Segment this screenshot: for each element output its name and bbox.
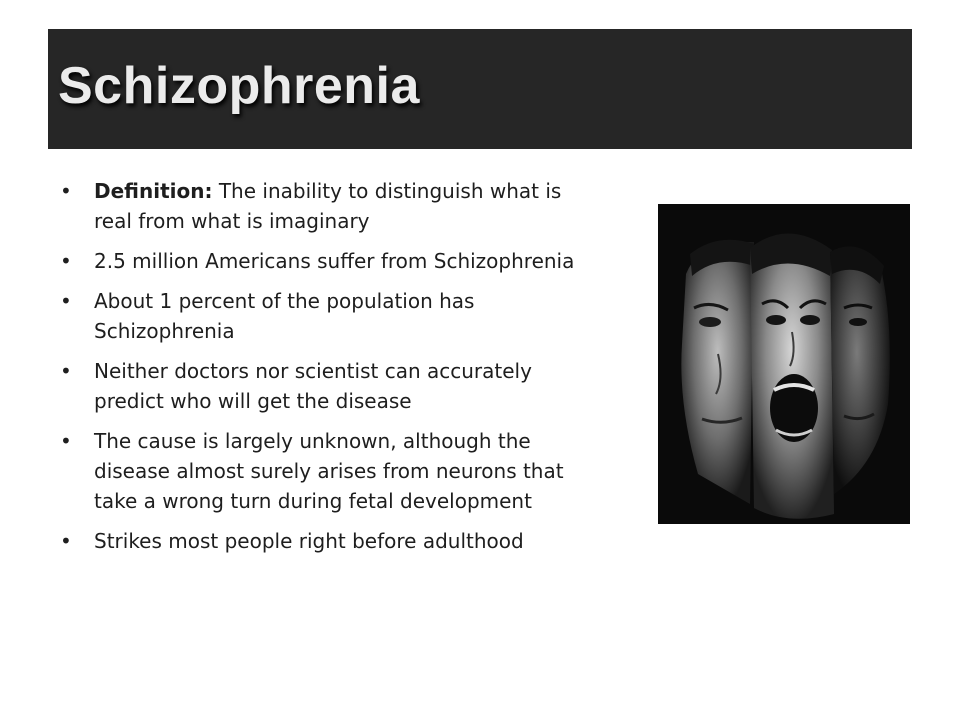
bullet-text: Neither doctors nor scientist can accurately predict who will get the disease <box>94 359 532 413</box>
bullet-text: 2.5 million Americans suffer from Schizophrenia <box>94 249 575 273</box>
bullet-item <box>60 526 580 556</box>
bullet-item <box>60 176 580 236</box>
slide-title: Schizophrenia <box>58 57 420 115</box>
bullet-label: Definition: <box>94 179 213 203</box>
three-faces-illustration <box>658 204 910 524</box>
bullet-list <box>60 176 580 566</box>
bullet-text: The inability to distinguish what is real from what is imaginary <box>94 179 562 233</box>
bullet-text: The cause is largely unknown, although the disease almost surely arises from neurons that take a wrong turn during fetal development <box>94 429 564 513</box>
bullet-text: About 1 percent of the population has Schizophrenia <box>94 289 475 343</box>
bullet-text: Strikes most people right before adulthood <box>94 529 524 553</box>
bullet-item <box>60 426 580 516</box>
bullet-item <box>60 356 580 416</box>
faces-drawing <box>658 204 910 524</box>
bullet-item <box>60 246 580 276</box>
bullet-item <box>60 286 580 346</box>
middle-face <box>750 233 834 518</box>
